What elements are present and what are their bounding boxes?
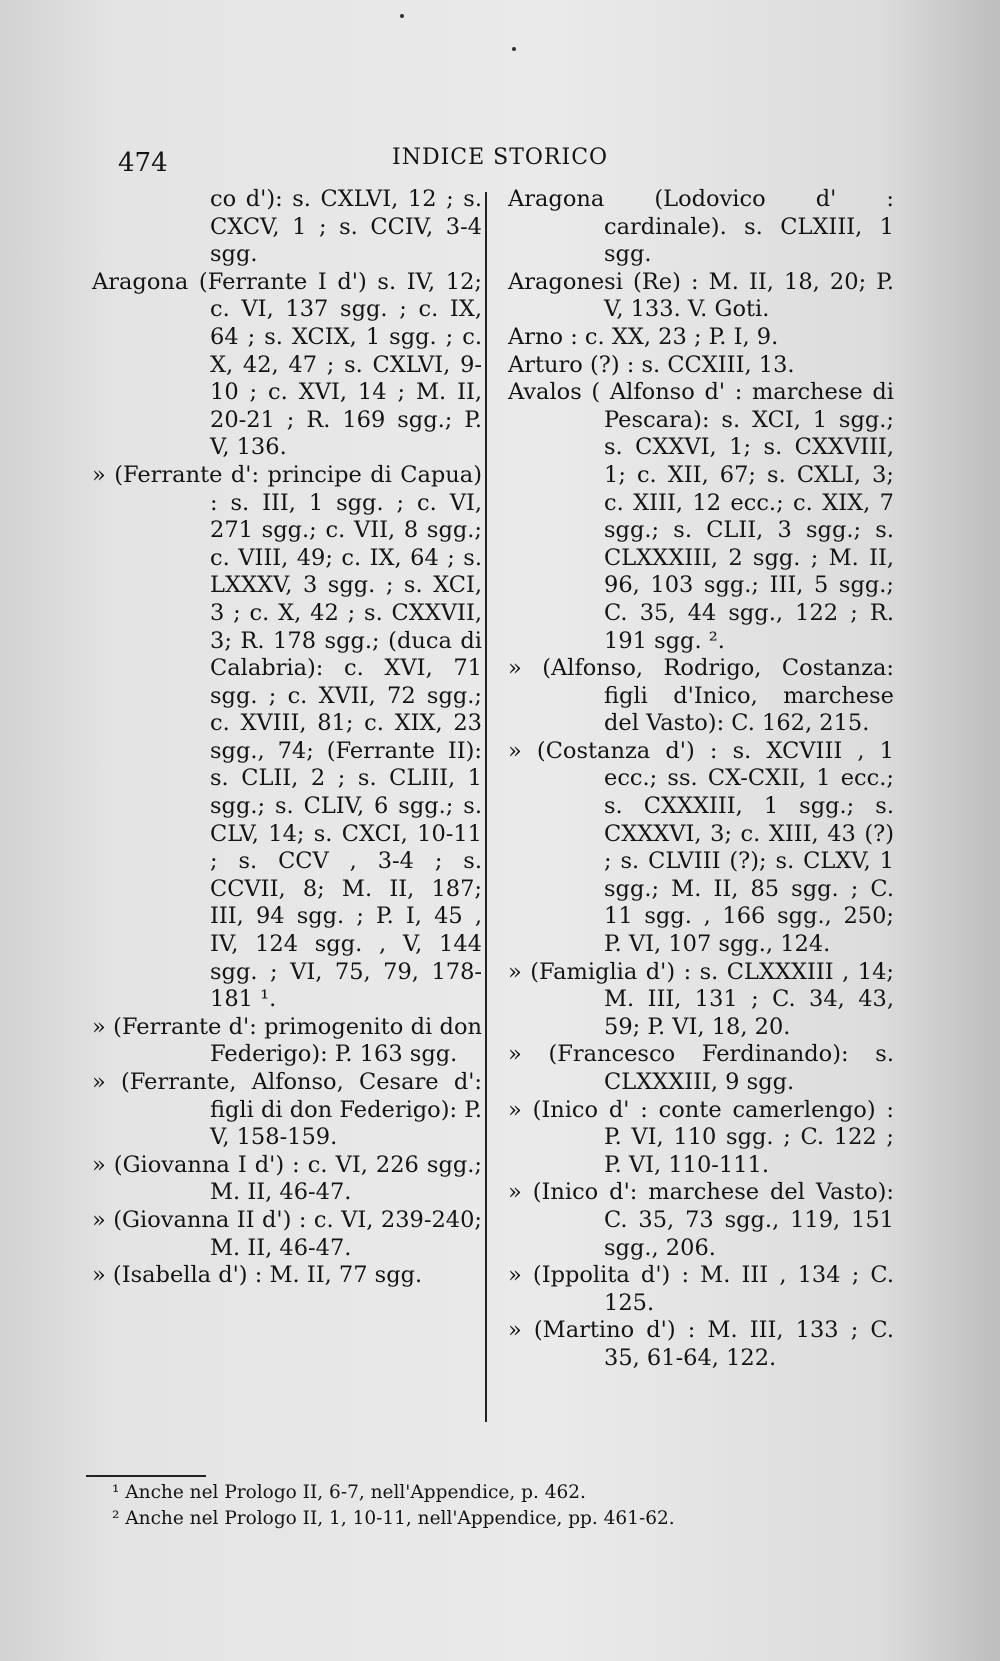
- index-entry: » (Alfonso, Rodrigo, Costanza: figli d'Inico, marchese del Vasto): C. 162, 215.: [508, 655, 894, 737]
- index-entry: Aragona (Ferrante I d') s. IV, 12; c. VI, 137 sgg. ; c. IX, 64 ; s. XCIX, 1 sgg. ; c. X, 42, 47 ; s. CXLVI, 9-10 ; c. XVI, 14 ; M. II, 20-21 ; R. 169 sgg.; P. V, 136.: [92, 268, 482, 461]
- index-entry: Avalos ( Alfonso d' : marchese di Pescara): s. XCI, 1 sgg.; s. CXXVI, 1; s. CXXVIII, 1; c. XII, 67; s. CXLI, 3; c. XIII, 12 ecc.; c. XIX, 7 sgg.; s. CLII, 3 sgg.; s. CLXXXIII, 2 sgg. ; M. II, 96, 103 sgg.; III, 5 sgg.; C. 35, 44 sgg., 122 ; R. 191 sgg. ².: [508, 379, 894, 654]
- index-entry: co d'): s. CXLVI, 12 ; s. CXCV, 1 ; s. CCIV, 3-4 sgg.: [210, 186, 482, 268]
- index-entry: » (Ferrante d': primogenito di don Federigo): P. 163 sgg.: [92, 1013, 482, 1068]
- index-entry: » (Ippolita d') : M. III , 134 ; C. 125.: [508, 1262, 894, 1316]
- right-column: [508, 186, 894, 1373]
- index-entry: » (Francesco Ferdinando): s. CLXXXIII, 9 sgg.: [508, 1041, 894, 1095]
- index-entry: » (Famiglia d') : s. CLXXXIII , 14; M. III, 131 ; C. 34, 43, 59; P. VI, 18, 20.: [508, 958, 894, 1040]
- index-entry: Aragona (Lodovico d' : cardinale). s. CLXIII, 1 sgg.: [508, 186, 894, 268]
- left-column: [92, 186, 482, 1290]
- speck: [400, 14, 404, 18]
- index-entry: » (Inico d' : conte camerlengo) : P. VI, 110 sgg. ; C. 122 ; P. VI, 110-111.: [508, 1096, 894, 1178]
- index-entry: » (Ferrante d': principe di Capua) : s. III, 1 sgg. ; c. VI, 271 sgg.; c. VII, 8 sgg.; c. VIII, 49; c. IX, 64 ; s. LXXXV, 3 sgg. ; s. XCI, 3 ; c. X, 42 ; s. CXXVII, 3; R. 178 sgg.; (duca di Calabria): c. XVI, 71 sgg. ; c. XVII, 72 sgg.; c. XVIII, 81; c. XIX, 23 sgg., 74; (Ferrante II): s. CLII, 2 ; s. CLIII, 1 sgg.; s. CLIV, 6 sgg.; s. CLV, 14; s. CXCI, 10-11 ; s. CCV , 3-4 ; s. CCVII, 8; M. II, 187; III, 94 sgg. ; P. I, 45 , IV, 124 sgg. , V, 144 sgg. ; VI, 75, 79, 178-181 ¹.: [92, 461, 482, 1013]
- footnote: ¹ Anche nel Prologo II, 6-7, nell'Appendice, p. 462.: [112, 1482, 586, 1503]
- index-entry: » (Giovanna II d') : c. VI, 239-240; M. II, 46-47.: [92, 1206, 482, 1261]
- index-entry: » (Isabella d') : M. II, 77 sgg.: [92, 1262, 423, 1289]
- footnote: ² Anche nel Prologo II, 1, 10-11, nell'Appendice, pp. 461-62.: [112, 1508, 675, 1529]
- index-entry: » (Martino d') : M. III, 133 ; C. 35, 61-64, 122.: [508, 1317, 894, 1371]
- index-entry: » (Inico d': marchese del Vasto): C. 35, 73 sgg., 119, 151 sgg., 206.: [508, 1179, 894, 1261]
- index-entry: Aragonesi (Re) : M. II, 18, 20; P. V, 133. V. Goti.: [508, 268, 894, 323]
- index-entry: Arno : c. XX, 23 ; P. I, 9.: [508, 323, 779, 350]
- column-divider: [485, 192, 487, 1422]
- footnotes: [112, 1480, 675, 1532]
- index-entry: » (Giovanna I d') : c. VI, 226 sgg.; M. II, 46-47.: [92, 1151, 482, 1206]
- index-entry: » (Costanza d') : s. XCVIII , 1 ecc.; ss. CX-CXII, 1 ecc.; s. CXXXIII, 1 sgg.; s. CXXXVI, 3; c. XIII, 43 (?) ; s. CLVIII (?); s. CLXV, 1 sgg.; M. II, 85 sgg. ; C. 11 sgg. , 166 sgg., 250; P. VI, 107 sgg., 124.: [508, 737, 894, 958]
- index-entry: » (Ferrante, Alfonso, Cesare d': figli di don Federigo): P. V, 158-159.: [92, 1069, 482, 1151]
- footnote-rule: [86, 1475, 206, 1477]
- speck: [512, 47, 516, 51]
- running-title: INDICE STORICO: [392, 145, 609, 170]
- index-entry: Arturo (?) : s. CCXIII, 13.: [508, 351, 795, 378]
- page-number: 474: [118, 148, 168, 178]
